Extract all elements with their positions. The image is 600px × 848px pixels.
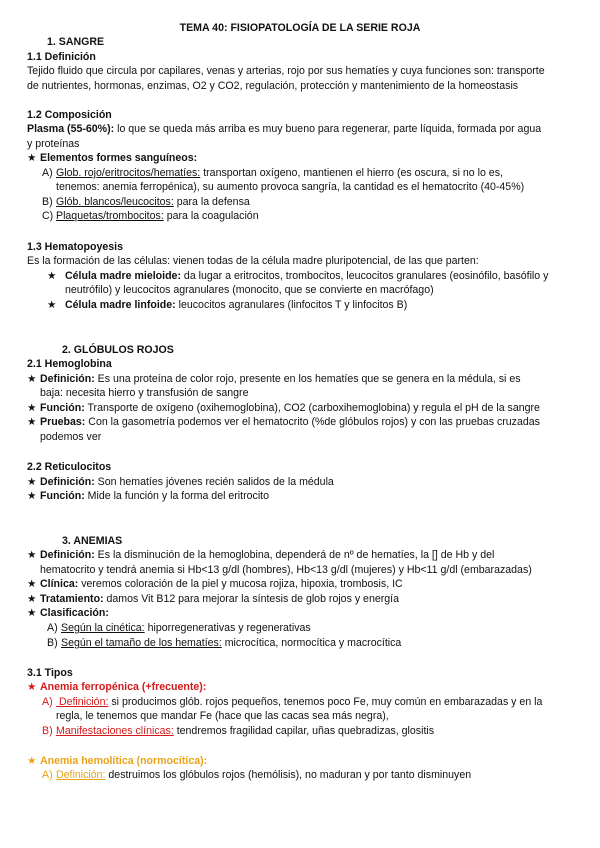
star-bullet-icon: ★ [27,490,37,502]
subheading-definicion: 1.1 Definición [27,51,96,63]
bullet-clinica [27,577,403,591]
bullet-text: leucocitos agranulares (linfocitos T y linfocitos B) [175,299,408,311]
list-text: tendremos fragilidad capilar, uñas quebradizas, glositis [173,725,435,737]
bullet-term: Anemia hemolítica (normocítica): [40,755,208,767]
paragraph-line: de nutrientes, hormonas, enzimas, O2 y CO2, regulación, protección y mantenimiento de la homeostasis [27,80,519,92]
list-item-b [47,636,401,650]
bullet-term: Célula madre mieloide: [65,270,181,282]
bullet-text: Con la gasometría podemos ver el hematocrito (%de glóbulos rojos) y con las pruebas cruzadas [85,416,540,428]
list-item-a [42,768,471,782]
list-text: transportan oxígeno, mantienen el hierro (es oscura, si no lo es, [200,167,503,179]
star-bullet-icon: ★ [27,755,37,767]
list-term: Glob. rojo/eritrocitos/hematíes: [56,167,201,179]
bullet-elementos [27,151,197,165]
list-text: microcítica, normocítica y macrocítica [221,637,402,649]
list-item-b [42,724,434,738]
list-term: Según la cinética: [61,622,145,634]
plasma-text: lo que se queda más arriba es muy bueno para regenerar, parte líquida, formada por agua [114,123,542,135]
subheading-reticulocitos: 2.2 Reticulocitos [27,461,112,473]
list-label: C) [42,210,54,222]
bullet-definicion [27,372,521,386]
list-item-cont: tenemos: anemia ferropénica), su aumento provoca sangría, la cantidad es el hematocrito (40-45%) [56,181,525,193]
bullet-term: Tratamiento: [40,593,104,605]
star-bullet-icon: ★ [27,549,37,561]
bullet-anemia-ferropenica [27,680,206,694]
list-label: A) [42,696,53,708]
list-term: Definición: [56,696,109,708]
section-1-heading: 1. SANGRE [47,36,105,48]
bullet-cont: podemos ver [40,431,102,443]
star-bullet-icon: ★ [47,299,57,311]
star-bullet-icon: ★ [27,152,37,164]
page-title: TEMA 40: FISIOPATOLOGÍA DE LA SERIE ROJA [179,22,421,34]
list-label: A) [47,622,58,634]
star-bullet-icon: ★ [27,593,37,605]
bullet-text: Es la disminución de la hemoglobina, dependerá de nº de hematíes, la [] de Hb y del [94,549,495,561]
bullet-cont: neutrófilo) y leucocitos agranulares (monocito, que se convierte en macrófago) [65,284,434,296]
bullet-cont: baja: necesita hierro y transfusión de sangre [40,387,249,399]
list-item-a [42,166,503,180]
bullet-term: Clasificación: [40,607,109,619]
bullet-cont: hematocrito y tendrá anemia si Hb<13 g/dl (hombres), Hb<13 g/dl (mujeres) y Hb<11 g/dl (embarazadas) [40,564,532,576]
star-bullet-icon: ★ [47,270,57,282]
paragraph-line: y proteínas [27,138,80,150]
list-item-c [42,209,259,223]
bullet-clasificacion [27,606,109,620]
bullet-term: Anemia ferropénica (+frecuente): [40,681,207,693]
bullet-term: Célula madre linfoide: [65,299,176,311]
bullet-text: da lugar a eritrocitos, trombocitos, leucocitos granulares (eosinófilo, basófilo y [180,270,549,282]
bullet-mieloide [47,269,548,283]
bullet-linfoide [47,298,407,312]
bullet-anemia-hemolitica [27,754,207,768]
list-text: para la coagulación [163,210,259,222]
list-term: Manifestaciones clínicas: [56,725,174,737]
bullet-term: Definición: [40,549,95,561]
subheading-tipos: 3.1 Tipos [27,667,73,679]
star-bullet-icon: ★ [27,476,37,488]
list-label: A) [42,769,53,781]
list-label: A) [42,167,53,179]
bullet-text: Transporte de oxígeno (oxihemoglobina), CO2 (carboxihemoglobina) y regula el pH de la sangre [84,402,540,414]
subheading-hematopoyesis: 1.3 Hematopoyesis [27,241,123,253]
star-bullet-icon: ★ [27,607,37,619]
subheading-hemoglobina: 2.1 Hemoglobina [27,358,112,370]
star-bullet-icon: ★ [27,578,37,590]
bullet-tratamiento [27,592,399,606]
bullet-funcion [27,401,540,415]
plasma-line [27,122,541,136]
bullet-term: Función: [40,490,85,502]
bullet-text: veremos coloración de la piel y mucosa rojiza, hipoxia, trombosis, IC [78,578,403,590]
bullet-text: Es una proteína de color rojo, presente en los hematíes que se genera en la médula, si es [94,373,521,385]
star-bullet-icon: ★ [27,416,37,428]
list-term: Según el tamaño de los hematíes: [61,637,222,649]
list-term: Plaquetas/trombocitos: [56,210,164,222]
section-3-heading: 3. ANEMIAS [62,535,123,547]
paragraph-line: Es la formación de las células: vienen todas de la célula madre pluripotencial, de las que parten: [27,255,479,267]
star-bullet-icon: ★ [27,681,37,693]
bullet-text: damos Vit B12 para mejorar la síntesis de glob rojos y energía [103,593,399,605]
paragraph-line: Tejido fluido que circula por capilares, venas y arterias, rojo por sus hematíes y cuya funciones son: transporte [27,65,545,77]
list-term: Glób. blancos/leucocitos: [56,196,174,208]
bullet-term: Función: [40,402,85,414]
list-label: B) [47,637,58,649]
list-text: si producimos glób. rojos pequeños, tenemos poco Fe, muy común en embarazadas y en la [108,696,543,708]
bullet-definicion [27,548,494,562]
list-label: B) [42,196,53,208]
bullet-term: Definición: [40,476,95,488]
section-2-heading: 2. GLÓBULOS ROJOS [62,344,174,356]
bullet-funcion [27,489,269,503]
bullet-term: Clínica: [40,578,79,590]
list-text: para la defensa [173,196,250,208]
bullet-term: Elementos formes sanguíneos: [40,152,198,164]
star-bullet-icon: ★ [27,402,37,414]
list-item-a [47,621,311,635]
bullet-definicion [27,475,334,489]
bullet-text: Son hematíes jóvenes recién salidos de la médula [94,476,334,488]
subheading-composicion: 1.2 Composición [27,109,112,121]
bullet-term: Pruebas: [40,416,86,428]
bullet-pruebas [27,415,540,429]
list-item-a [42,695,542,709]
bullet-term: Definición: [40,373,95,385]
list-text: destruimos los glóbulos rojos (hemólisis), no maduran y por tanto disminuyen [105,769,472,781]
plasma-term: Plasma (55-60%): [27,123,115,135]
list-item-cont: regla, le tenemos que mandar Fe (hace que las cacas sea más negra), [56,710,389,722]
bullet-text: Mide la función y la forma del eritrocito [84,490,270,502]
list-item-b [42,195,250,209]
list-text: hiporregenerativas y regenerativas [144,622,311,634]
list-label: B) [42,725,53,737]
list-term: Definición: [56,769,106,781]
star-bullet-icon: ★ [27,373,37,385]
